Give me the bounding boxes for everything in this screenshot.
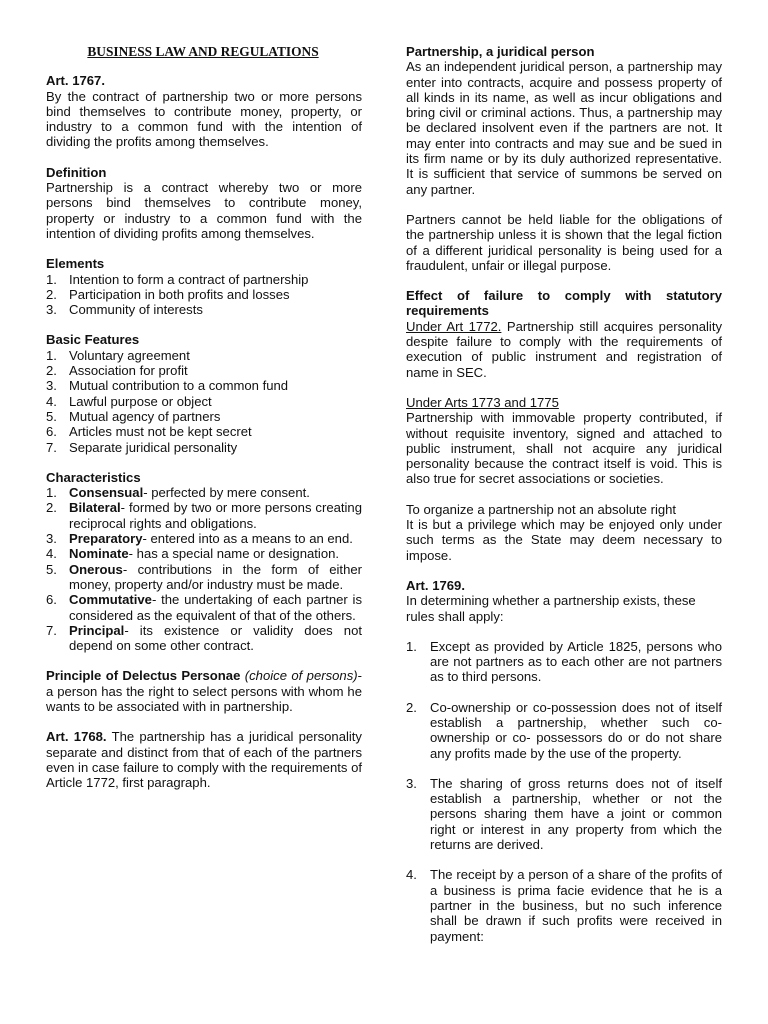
delectus-text: - a person has the right to select persons with whom he wants to be associated with in partnership.: [46, 668, 362, 714]
characteristics-list: [46, 485, 362, 653]
document-title: BUSINESS LAW AND REGULATIONS: [87, 44, 319, 59]
organize-line: To organize a partnership not an absolute right: [406, 501, 677, 517]
list-item: 4. The receipt by a person of a share of the profits of a business is prima facie evidence that he is a partner in the business, but no such inference shall be drawn if such profits were received in payment:: [406, 867, 722, 944]
basic-features-list: [46, 348, 362, 455]
list-item: 5. Mutual agency of partners: [46, 408, 221, 424]
art-1768-text: The partnership has a juridical personality separate and distinct from that of each of the partners even in case failure to comply with the requirements of Article 1772, first paragraph.: [46, 729, 362, 791]
list-item: 1. Consensual- perfected by mere consent.: [46, 485, 310, 501]
art-1767-text: By the contract of partnership two or more persons bind themselves to contribute money, property, or industry to a common fund with the intention of dividing the profits among themselves.: [46, 88, 362, 150]
list-item: 6. Commutative- the undertaking of each partner is considered as the equivalent of that of the others.: [46, 592, 362, 623]
list-item: 7. Separate juridical personality: [46, 439, 238, 455]
art-1769-heading: Art. 1769.: [406, 577, 465, 593]
art-1767-heading: Art. 1767.: [46, 73, 105, 89]
definition-heading: Definition: [46, 164, 107, 180]
list-item: 2. Association for profit: [46, 363, 188, 379]
delectus-italic: (choice of persons): [244, 668, 358, 684]
list-item: 6. Articles must not be kept secret: [46, 424, 252, 440]
list-item: 4. Lawful purpose or object: [46, 393, 212, 409]
art-1768-heading: Art. 1768.: [46, 729, 107, 745]
list-item: 4. Nominate- has a special name or designation.: [46, 546, 340, 562]
basic-features-heading: Basic Features: [46, 332, 140, 348]
list-item: 5. Onerous- contributions in the form of either money, property and/or industry must be made.: [46, 561, 362, 592]
organize-text: It is but a privilege which may be enjoyed only under such terms as the State may deem necessary to impose.: [406, 517, 722, 563]
list-item: 3. Preparatory- entered into as a means to an end.: [46, 531, 353, 547]
effect-heading: Effect of failure to comply with statutory requirements: [406, 288, 722, 319]
effect-art-1773-text: Partnership with immovable property contributed, if without requisite inventory, signed and attached to public instrument, shall not acquire any juridical personality because the contract itself is void. This is also true for secret associations or societies.: [406, 410, 722, 487]
art-1769-rules-list: [406, 639, 722, 944]
list-item: 1. Except as provided by Article 1825, persons who are not partners as to each other are not partners as to third persons.: [406, 638, 722, 685]
elements-heading: Elements: [46, 256, 105, 272]
delectus-heading: Principle of Delectus Personae: [46, 668, 241, 684]
effect-art-1772-label: Under Art 1772.: [406, 318, 502, 334]
juridical-heading: Partnership, a juridical person: [406, 44, 595, 59]
right-column: [406, 44, 722, 959]
art-1769-intro: In determining whether a partnership exists, these rules shall apply:: [406, 593, 696, 624]
delectus-paragraph: [46, 668, 362, 714]
list-item: 3. Community of interests: [46, 302, 203, 318]
list-item: 2. Participation in both profits and losses: [46, 286, 290, 302]
art-1768-paragraph: [46, 729, 362, 790]
list-item: 7. Principal- its existence or validity does not depend on some other contract.: [46, 622, 362, 654]
juridical-text-2: Partners cannot be held liable for the obligations of the partnership unless it is shown that the legal fiction of a different juridical personality is being used for a fraudulent, unfair or illegal purpose.: [406, 211, 722, 273]
effect-art-1772-paragraph: [406, 319, 722, 380]
list-item: 2. Co-ownership or co-possession does not of itself establish a partnership, whether such co-ownership or co- possessors do or do not share any profits made by the use of the property.: [406, 699, 722, 761]
effect-art-1773-label: Under Arts 1773 and 1775: [406, 394, 559, 410]
list-item: 3. Mutual contribution to a common fund: [46, 378, 289, 394]
list-item: 3. The sharing of gross returns does not of itself establish a partnership, whether or not the persons sharing them have a joint or common right or interest in any property from which the returns are derived.: [406, 775, 722, 853]
list-item: 1. Intention to form a contract of partnership: [46, 271, 309, 287]
list-item: 2. Bilateral- formed by two or more persons creating reciprocal rights and obligations.: [46, 500, 362, 531]
characteristics-heading: Characteristics: [46, 469, 141, 485]
elements-list: [46, 272, 362, 318]
effect-art-1772-text: Partnership still acquires personality despite failure to comply with the requirements of execution of public instrument and registration of name in SEC.: [406, 318, 723, 380]
juridical-text-1: As an independent juridical person, a partnership may enter into contracts, acquire and possess property of all kinds in its name, as well as incur obligations and bring civil or criminal actions. Thus, a partnership may be declared insolvent even if the partners are not. It may enter into contracts and may sue and be sued in its firm name or by its duly authorized representative. It is sufficient that service of summons be served on any partner.: [406, 59, 722, 197]
definition-text: Partnership is a contract whereby two or more persons bind themselves to contribute money, property or industry to a common fund with the intention of dividing profits among themselves.: [46, 180, 362, 241]
list-item: 1. Voluntary agreement: [46, 347, 190, 363]
left-column: [46, 44, 362, 790]
